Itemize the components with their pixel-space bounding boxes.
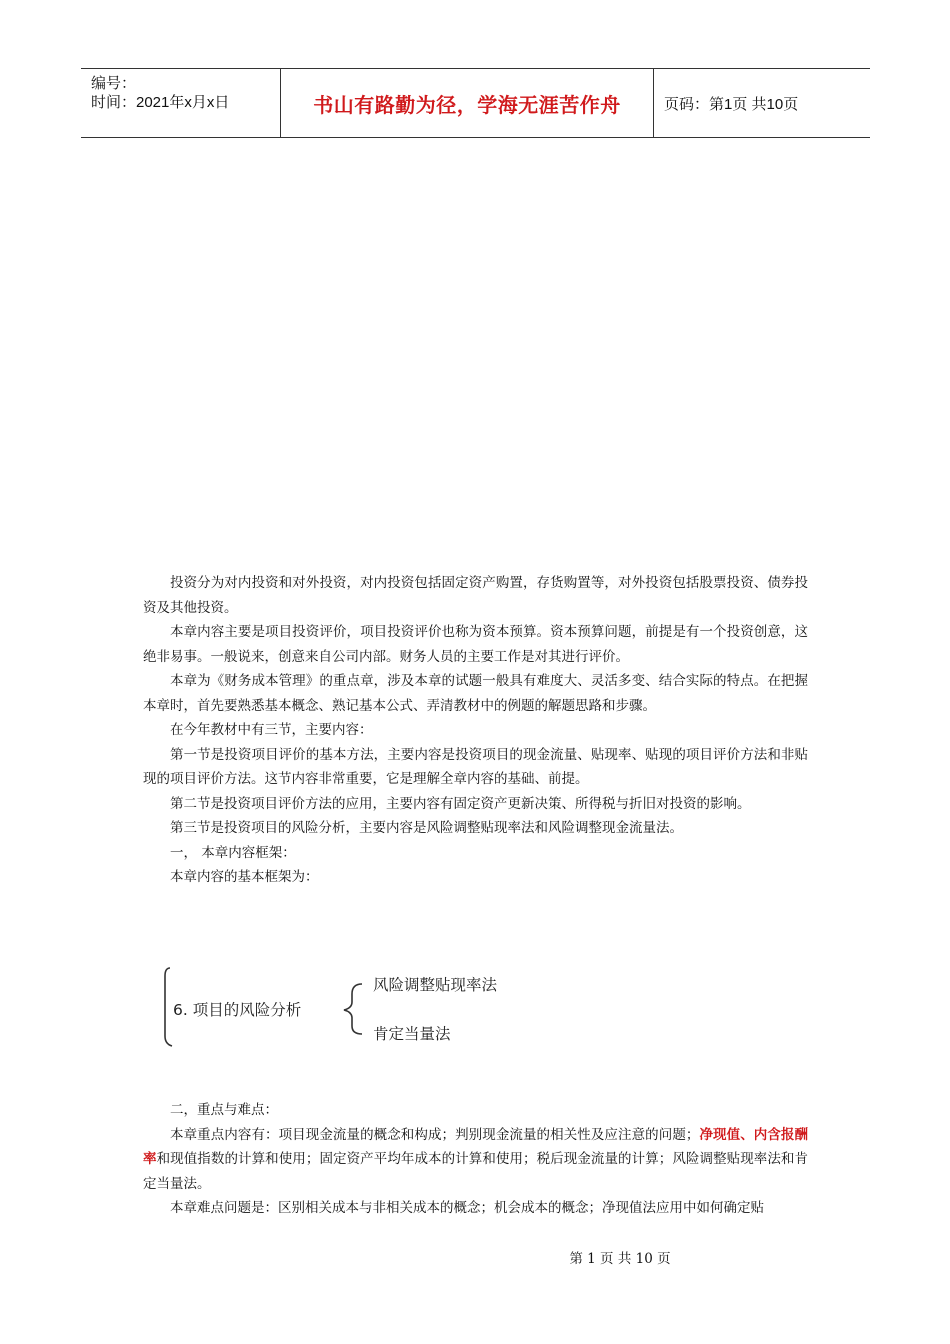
page-footer: 第 1 页 共 10 页 — [569, 1251, 671, 1267]
paragraph: 本章内容的基本框架为： — [170, 869, 319, 885]
key-points-paragraph — [143, 1123, 808, 1197]
diagram-main-label: 6. 项目的风险分析 — [173, 1001, 302, 1019]
header-table — [81, 68, 870, 138]
key-points-text-rest: 和现值指数的计算和使用；固定资产平均年成本的计算和使用；税后现金流量的计算；风险调整贴现率法和肯定当量法。 — [143, 1151, 809, 1192]
paragraph: 第二节是投资项目评价方法的应用，主要内容有固定资产更新决策、所得税与折旧对投资的影响。 — [170, 795, 751, 812]
framework-diagram — [162, 962, 522, 1052]
diagram-branch-top: 风险调整贴现率法 — [373, 976, 498, 994]
paragraph: 第三节是投资项目的风险分析，主要内容是风险调整贴现率法和风险调整现金流量法。 — [170, 820, 683, 836]
header-page-cell — [654, 69, 870, 137]
paragraph: 在今年教材中有三节，主要内容： — [170, 722, 373, 738]
key-points-text: 本章重点内容有：项目现金流量的概念和构成；判别现金流量的相关性及应注意的问题； — [170, 1126, 700, 1143]
paragraph: 投资分为对内投资和对外投资，对内投资包括固定资产购置，存货购置等，对外投资包括股票投资、债券投资及其他投资。 — [143, 575, 808, 616]
paragraph: 本章内容主要是项目投资评价，项目投资评价也称为资本预算。资本预算问题，前提是有一个投资创意，这绝非易事。一般说来，创意来自公司内部。财务人员的主要工作是对其进行评价。 — [143, 624, 808, 665]
key-points-section — [143, 1098, 808, 1221]
document-number-label: 编号： — [91, 75, 137, 92]
header-page-code: 页码：第1页 共10页 — [664, 95, 799, 113]
section-heading: 二，重点与难点： — [170, 1102, 278, 1118]
body-text — [143, 571, 808, 890]
diagram-branch-bottom: 肯定当量法 — [373, 1025, 451, 1043]
section-heading: 一， 本章内容框架： — [170, 844, 296, 861]
key-points-highlight: 净现值、内含报酬率 — [143, 1126, 808, 1167]
paragraph: 第一节是投资项目评价的基本方法，主要内容是投资项目的现金流量、贴现率、贴现的项目评价方法和非贴现的项目评价方法。这节内容非常重要，它是理解全章内容的基础、前提。 — [143, 746, 808, 787]
paragraph: 本章为《财务成本管理》的重点章，涉及本章的试题一般具有难度大、灵活多变、结合实际的特点。在把握本章时，首先要熟悉基本概念、熟记基本公式、弄清教材中的例题的解题思路和步骤。 — [143, 673, 808, 714]
header-left-cell — [81, 69, 281, 137]
document-time-label: 时间：2021年x月x日 — [91, 94, 230, 111]
difficult-points-paragraph: 本章难点问题是：区别相关成本与非相关成本的概念；机会成本的概念；净现值法应用中如何确定贴 — [170, 1200, 764, 1216]
header-motto-cell — [281, 69, 654, 137]
header-motto: 书山有路勤为径，学海无涯苦作舟 — [313, 92, 621, 117]
